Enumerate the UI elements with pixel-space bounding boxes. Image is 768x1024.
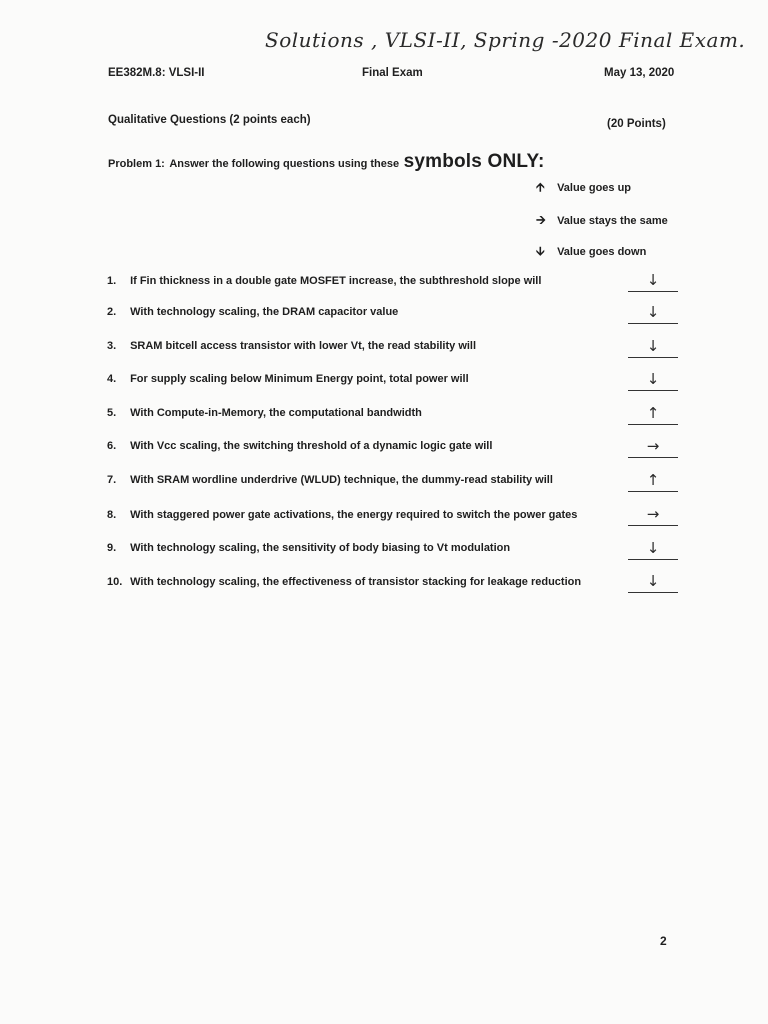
question-6 (107, 440, 617, 452)
question-number: 4. (107, 373, 117, 385)
question-number: 3. (107, 340, 117, 352)
answer-5: ↑ (628, 404, 678, 425)
question-10 (107, 576, 617, 588)
question-3 (107, 340, 617, 352)
section-points: (20 Points) (607, 118, 666, 130)
answer-1: ↓ (628, 271, 678, 292)
question-4 (107, 373, 617, 385)
legend-down (536, 242, 736, 263)
question-2 (107, 306, 617, 318)
legend-label: Value goes down (557, 246, 647, 258)
question-number: 6. (107, 440, 117, 452)
answer-2: ↓ (628, 303, 678, 324)
question-5 (107, 407, 617, 419)
problem-instruction (108, 151, 544, 173)
problem-text: Answer the following questions using these (169, 158, 400, 170)
question-7 (107, 474, 617, 486)
answer-10: ↓ (628, 572, 678, 593)
question-number: 9. (107, 542, 117, 554)
course-code: EE382M.8: VLSI-II (108, 67, 205, 79)
question-text: If Fin thickness in a double gate MOSFET increase, the subthreshold slope will (130, 275, 542, 287)
answer-4: ↓ (628, 370, 678, 391)
exam-name: Final Exam (362, 67, 423, 79)
exam-date: May 13, 2020 (604, 67, 675, 79)
question-9 (107, 542, 617, 554)
answer-8: → (628, 505, 678, 526)
arrow-right-icon: 🡪 (536, 213, 546, 227)
answer-9: ↓ (628, 539, 678, 560)
question-text: For supply scaling below Minimum Energy point, total power will (130, 373, 469, 385)
legend-label: Value goes up (557, 182, 632, 194)
question-number: 2. (107, 306, 117, 318)
question-number: 5. (107, 407, 117, 419)
problem-emphasis: symbols ONLY: (403, 151, 545, 172)
page-number: 2 (660, 934, 667, 948)
section-title: Qualitative Questions (2 points each) (108, 114, 311, 126)
arrow-up-icon: 🡩 (536, 180, 545, 194)
legend-up (536, 178, 736, 199)
answer-3: ↓ (628, 337, 678, 358)
question-8 (107, 509, 617, 521)
legend-label: Value stays the same (557, 215, 668, 227)
question-number: 1. (107, 275, 117, 287)
question-text: SRAM bitcell access transistor with lower Vt, the read stability will (130, 340, 477, 352)
question-text: With technology scaling, the DRAM capacitor value (130, 306, 399, 318)
question-1 (107, 275, 617, 287)
answer-6: → (628, 437, 678, 458)
answer-7: ↑ (628, 471, 678, 492)
question-text: With technology scaling, the effectiveness of transistor stacking for leakage reduction (130, 576, 582, 588)
question-text: With technology scaling, the sensitivity of body biasing to Vt modulation (130, 542, 511, 554)
question-text: With Compute-in-Memory, the computational bandwidth (130, 407, 422, 419)
problem-label: Problem 1: (108, 158, 165, 170)
question-number: 7. (107, 474, 117, 486)
handwritten-title: Solutions , VLSI-II, Spring -2020 Final Exam. (265, 28, 746, 52)
question-text: With staggered power gate activations, the energy required to switch the power gates (130, 509, 578, 521)
question-number: 8. (107, 509, 117, 521)
question-text: With Vcc scaling, the switching threshold of a dynamic logic gate will (130, 440, 493, 452)
question-number: 10. (107, 576, 123, 588)
question-text: With SRAM wordline underdrive (WLUD) technique, the dummy-read stability will (130, 474, 553, 486)
legend-same (536, 211, 736, 232)
arrow-down-icon: 🡫 (536, 244, 545, 258)
